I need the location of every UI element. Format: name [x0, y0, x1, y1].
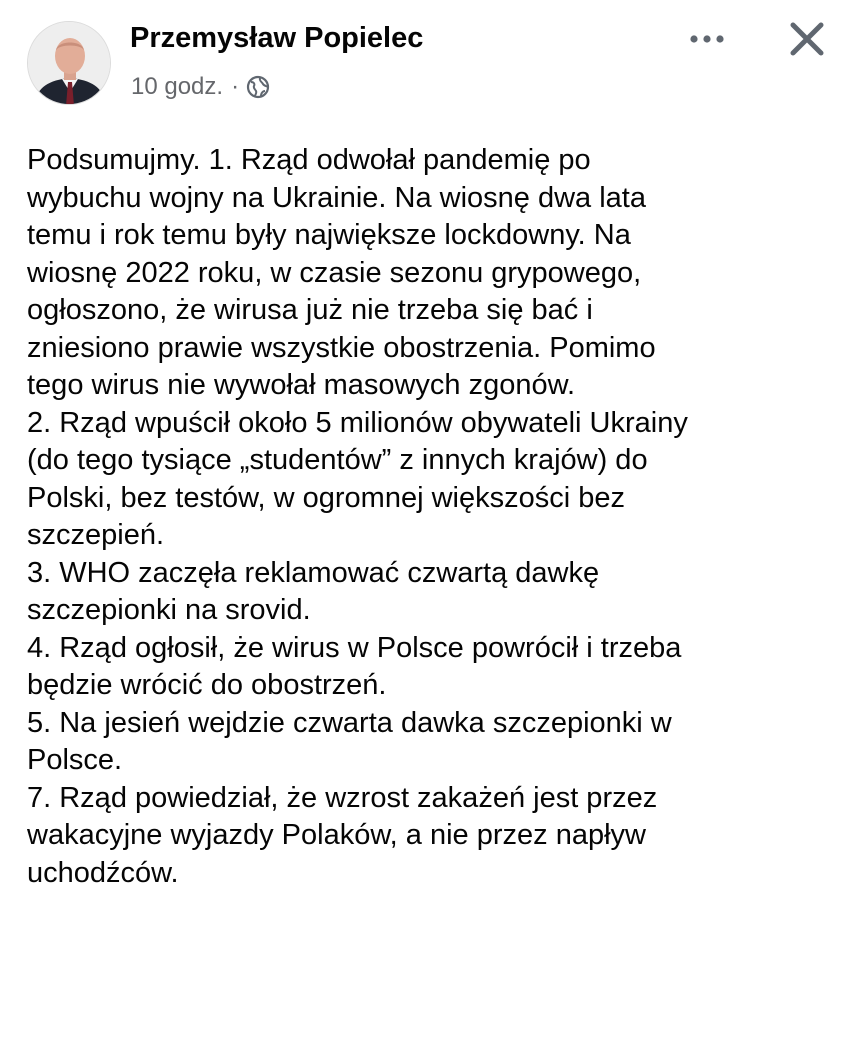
- post-text-line: wybuchu wojny na Ukrainie. Na wiosnę dwa lata: [27, 181, 646, 214]
- post-text-line: Polsce.: [27, 744, 123, 776]
- meta-separator: ·: [231, 73, 240, 100]
- author-name[interactable]: Przemysław Popielec: [130, 22, 424, 54]
- author-avatar[interactable]: [27, 21, 111, 105]
- post-text-line: Podsumujmy. 1. Rząd odwołał pandemię po: [27, 144, 591, 176]
- profile-photo-icon: [28, 22, 111, 105]
- post-text-line: 5. Na jesień wejdzie czwarta dawka szczepionki w: [27, 706, 672, 739]
- post-text-line: 4. Rząd ogłosił, że wirus w Polsce powrócił i trzeba: [27, 631, 682, 664]
- post-text-line: szczepień.: [27, 519, 165, 551]
- post-text-line: 2. Rząd wpuścił około 5 milionów obywateli Ukrainy: [27, 406, 688, 439]
- more-options-button[interactable]: [683, 22, 731, 56]
- more-options-icon: [683, 22, 731, 56]
- post-text-line: tego wirus nie wywołał masowych zgonów.: [27, 369, 576, 401]
- post-text-line: zniesiono prawie wszystkie obostrzenia. Pomimo: [27, 331, 656, 364]
- post-text-line: Polski, bez testów, w ogromnej większości bez: [27, 481, 625, 514]
- post-text-line: temu i rok temu były największe lockdowny. Na: [27, 219, 631, 251]
- post-text-line: 3. WHO zaczęła reklamować czwartą dawkę: [27, 556, 600, 589]
- post-text-line: będzie wrócić do obostrzeń.: [27, 669, 387, 701]
- globe-icon: [246, 75, 270, 99]
- post-header: [0, 0, 851, 120]
- post-text-line: wiosnę 2022 roku, w czasie sezonu grypowego,: [27, 256, 642, 289]
- post-text-line: uchodźców.: [27, 856, 179, 889]
- post-meta: [131, 71, 270, 103]
- post-text-line: wakacyjne wyjazdy Polaków, a nie przez napływ: [27, 819, 646, 851]
- close-icon: [787, 19, 827, 59]
- post-text-line: szczepionki na srovid.: [27, 594, 311, 626]
- close-button[interactable]: [784, 16, 830, 62]
- post-timestamp[interactable]: 10 godz.: [131, 73, 224, 100]
- post-text-line: ogłoszono, że wirusa już nie trzeba się bać i: [27, 294, 593, 326]
- post-text-line: (do tego tysiące „studentów” z innych krajów) do: [27, 444, 648, 476]
- post-text-line: 7. Rząd powiedział, że wzrost zakażeń jest przez: [27, 781, 658, 814]
- post-text: [27, 142, 827, 892]
